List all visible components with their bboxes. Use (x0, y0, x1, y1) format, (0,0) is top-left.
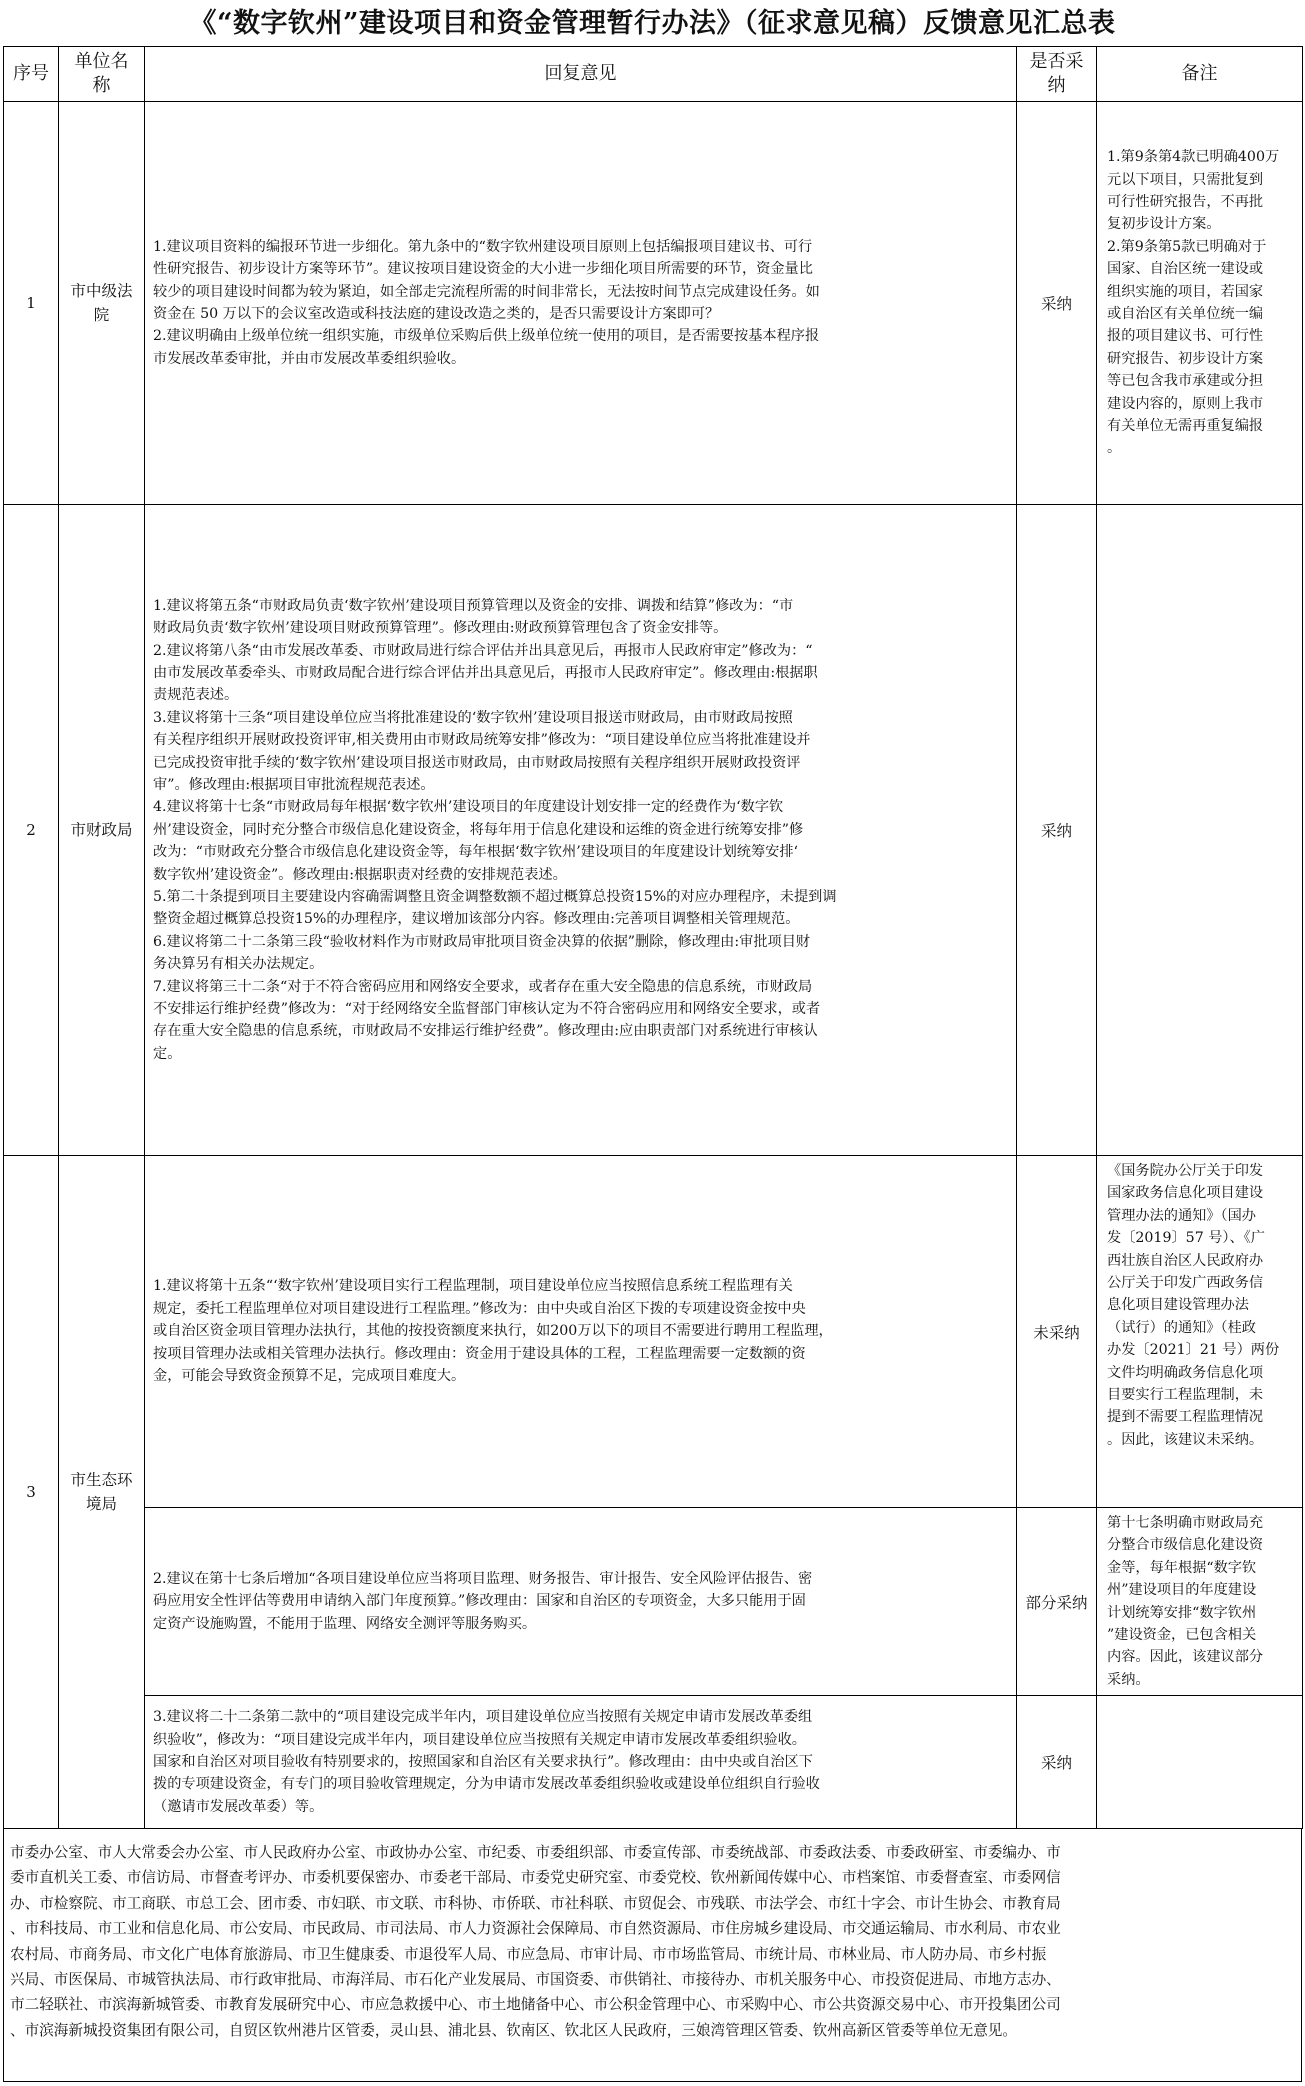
footer-line: 兴局、市医保局、市城管执法局、市行政审批局、市海洋局、市石化产业发展局、市国资委、市供销社、市接待办、市机关服务中心、市投资促进局、市地方志办、 (10, 1971, 1061, 1989)
footer-line: 市二轻联社、市滨海新城管委、市教育发展研究中心、市应急救援中心、市土地储备中心、市公积金管理中心、市采购中心、市公共资源交易中心、市开投集团公司 (10, 1996, 1061, 2014)
row-reply: 1.建议将第十五条“‘数字钦州’建设项目实行工程监理制，项目建设单位应当按照信息系统工程监理有关 规定，委托工程监理单位对项目建设进行工程监理。”修改为：由中央或自治区下拨的专项建设资金按中央 或自治区资金项目管理办法执行，其他的按投资额度来执行，如200万以下的项目不需要进行聘用工程监理， 按项目管理办法或相关管理办法执行。修改理由：资金用于建设具体的工程，工程监理需要一定数额的资 金，可能会导致资金预算不足，完成项目难度大。 (145, 1156, 1017, 1508)
document-title: 《“数字钦州”建设项目和资金管理暂行办法》（征求意见稿）反馈意见汇总表 (189, 8, 1116, 39)
row-seq: 3 (4, 1156, 59, 1829)
header-note: 备注 (1097, 47, 1303, 102)
row-note: 第十七条明确市财政局充 分整合市级信息化建设资 金等，每年根据“数字钦 州”建设项目的年度建设 计划统筹安排“数字钦州 ”建设资金，已包含相关 内容。因此，该建议部分 采纳。 (1097, 1508, 1303, 1696)
table-row (4, 1156, 1303, 1508)
row-note: 1.第9条第4款已明确400万 元以下项目，只需批复到 可行性研究报告，不再批 复初步设计方案。 2.第9条第5款已明确对于 国家、自治区统一建设或 组织实施的项目，若国家 或自治区有关单位统一编 报的项目建议书、可行性 研究报告、初步设计方案 等已包含我市承建或分担 建设内容的，原则上我市 有关单位无需再重复编报 。 (1097, 102, 1303, 505)
table-row (4, 505, 1303, 1156)
header-adopt: 是否采 纳 (1017, 47, 1097, 102)
row-reply: 2.建议在第十七条后增加“各项目建设单位应当将项目监理、财务报告、审计报告、安全风险评估报告、密 码应用安全性评估等费用申请纳入部门年度预算。”修改理由：国家和自治区的专项资金，大多只能用于固 定资产设施购置，不能用于监理、网络安全测评等服务购买。 (145, 1508, 1017, 1696)
table-row (4, 1696, 1303, 1829)
row-unit: 市中级法 院 (59, 102, 145, 505)
row-adopt: 未采纳 (1017, 1156, 1097, 1508)
row-adopt: 采纳 (1017, 1696, 1097, 1829)
row-note-empty (1097, 1696, 1303, 1829)
row-adopt: 部分采纳 (1017, 1508, 1097, 1696)
header-row (4, 47, 1303, 102)
footer-line: 农村局、市商务局、市文化广电体育旅游局、市卫生健康委、市退役军人局、市应急局、市审计局、市市场监管局、市统计局、市林业局、市人防办局、市乡村振 (10, 1945, 1047, 1963)
feedback-table (3, 46, 1303, 1829)
no-comment-units (3, 1828, 1302, 2082)
header-seq: 序号 (4, 47, 59, 102)
footer-line: 市委办公室、市人大常委会办公室、市人民政府办公室、市政协办公室、市纪委、市委组织部、市委宣传部、市委统战部、市委政法委、市委政研室、市委编办、市 (10, 1844, 1061, 1861)
footer-line: 委市直机关工委、市信访局、市督查考评办、市委机要保密办、市委老干部局、市委党史研究室、市委党校、钦州新闻传媒中心、市档案馆、市委督查室、市委网信 (10, 1869, 1061, 1887)
footer-line: 办、市检察院、市工商联、市总工会、团市委、市妇联、市文联、市科协、市侨联、市社科联、市贸促会、市残联、市法学会、市红十字会、市计生协会、市教育局 (10, 1894, 1061, 1912)
row-reply: 1.建议将第五条“市财政局负责‘数字钦州’建设项目预算管理以及资金的安排、调拨和结算”修改为：“市 财政局负责‘数字钦州’建设项目财政预算管理”。修改理由:财政预算管理包含了资金安排等。 2.建议将第八条“由市发展改革委、市财政局进行综合评估并出具意见后，再报市人民政府审定”修改为：“ 由市发展改革委牵头、市财政局配合进行综合评估并出具意见后，再报市人民政府审定”。修改理由:根据职 责规范表述。 3.建议将第十三条“项目建设单位应当将批准建设的‘数字钦州’建设项目报送市财政局，由市财政局按照 有关程序组织开展财政投资评审,相关费用由市财政局统筹安排”修改为：“项目建设单位应当将批准建设并 已完成投资审批手续的‘数字钦州’建设项目报送市财政局，由市财政局按照有关程序组织开展财政投资评 审”。修改理由:根据项目审批流程规范表述。 4.建议将第十七条“市财政局每年根据‘数字钦州’建设项目的年度建设计划安排一定的经费作为‘数字钦 州’建设资金，同时充分整合市级信息化建设资金，将每年用于信息化建设和运维的资金进行统筹安排”修 改为：“市财政充分整合市级信息化建设资金等，每年根据‘数字钦州’建设项目的年度建设计划统筹安排‘ 数字钦州’建设资金”。修改理由:根据职责对经费的安排规范表述。 5.第二十条提到项目主要建设内容确需调整且资金调整数额不超过概算总投资15%的对应办理程序，未提到调 整资金超过概算总投资15%的办理程序，建议增加该部分内容。修改理由:完善项目调整相关管理规范。 6.建议将第二十二条第三段“验收材料作为市财政局审批项目资金决算的依据”删除，修改理由:审批项目财 务决算另有相关办法规定。 7.建议将第三十二条“对于不符合密码应用和网络安全要求，或者存在重大安全隐患的信息系统，市财政局 不安排运行维护经费”修改为：“对于经网络安全监督部门审核认定为不符合密码应用和网络安全要求，或者 存在重大安全隐患的信息系统，市财政局不安排运行维护经费”。修改理由:应由职责部门对系统进行审核认 定。 (145, 505, 1017, 1156)
header-unit: 单位名 称 (59, 47, 145, 102)
row-note: 《国务院办公厅关于印发 国家政务信息化项目建设 管理办法的通知》（国办 发〔2019〕57 号）、《广 西壮族自治区人民政府办 公厅关于印发广西政务信 息化项目建设管理办法 （试行）的通知》（桂政 办发〔2021〕21 号）两份 文件均明确政务信息化项 目要实行工程监理制，未 提到不需要工程监理情况 。因此，该建议未采纳。 (1097, 1156, 1303, 1508)
row-seq: 2 (4, 505, 59, 1156)
header-reply: 回复意见 (145, 47, 1017, 102)
table-row (4, 102, 1303, 505)
row-reply: 3.建议将二十二条第二款中的“项目建设完成半年内，项目建设单位应当按照有关规定申请市发展改革委组 织验收”，修改为：“项目建设完成半年内，项目建设单位应当按照有关规定申请市发展改革委组织验收。 国家和自治区对项目验收有特别要求的，按照国家和自治区有关要求执行”。修改理由：由中央或自治区下 拨的专项建设资金，有专门的项目验收管理规定，分为申请市发展改革委组织验收或建设单位组织自行验收 （邀请市发展改革委）等。 (145, 1696, 1017, 1829)
row-unit: 市财政局 (59, 505, 145, 1156)
footer-line: 、市滨海新城投资集团有限公司，自贸区钦州港片区管委，灵山县、浦北县、钦南区、钦北区人民政府，三娘湾管理区管委、钦州高新区管委等单位无意见。 (10, 2021, 1017, 2039)
row-unit: 市生态环 境局 (59, 1156, 145, 1829)
row-adopt: 采纳 (1017, 102, 1097, 505)
row-adopt: 采纳 (1017, 505, 1097, 1156)
table-row (4, 1508, 1303, 1696)
row-reply: 1.建议项目资料的编报环节进一步细化。第九条中的“数字钦州建设项目原则上包括编报项目建议书、可行 性研究报告、初步设计方案等环节”。建议按项目建设资金的大小进一步细化项目所需要的环节，资金量比 较少的项目建设时间都为较为紧迫，如全部走完流程所需的时间非常长，无法按时间节点完成建设任务。如 资金在 50 万以下的会议室改造或科技法庭的建设改造之类的，是否只需要设计方案即可？ 2.建议明确由上级单位统一组织实施，市级单位采购后供上级单位统一使用的项目，是否需要按基本程序报 市发展改革委审批，并由市发展改革委组织验收。 (145, 102, 1017, 505)
row-seq: 1 (4, 102, 59, 505)
footer-line: 、市科技局、市工业和信息化局、市公安局、市民政局、市司法局、市人力资源社会保障局、市自然资源局、市住房城乡建设局、市交通运输局、市水利局、市农业 (10, 1920, 1061, 1938)
row-note-empty (1097, 505, 1303, 1156)
